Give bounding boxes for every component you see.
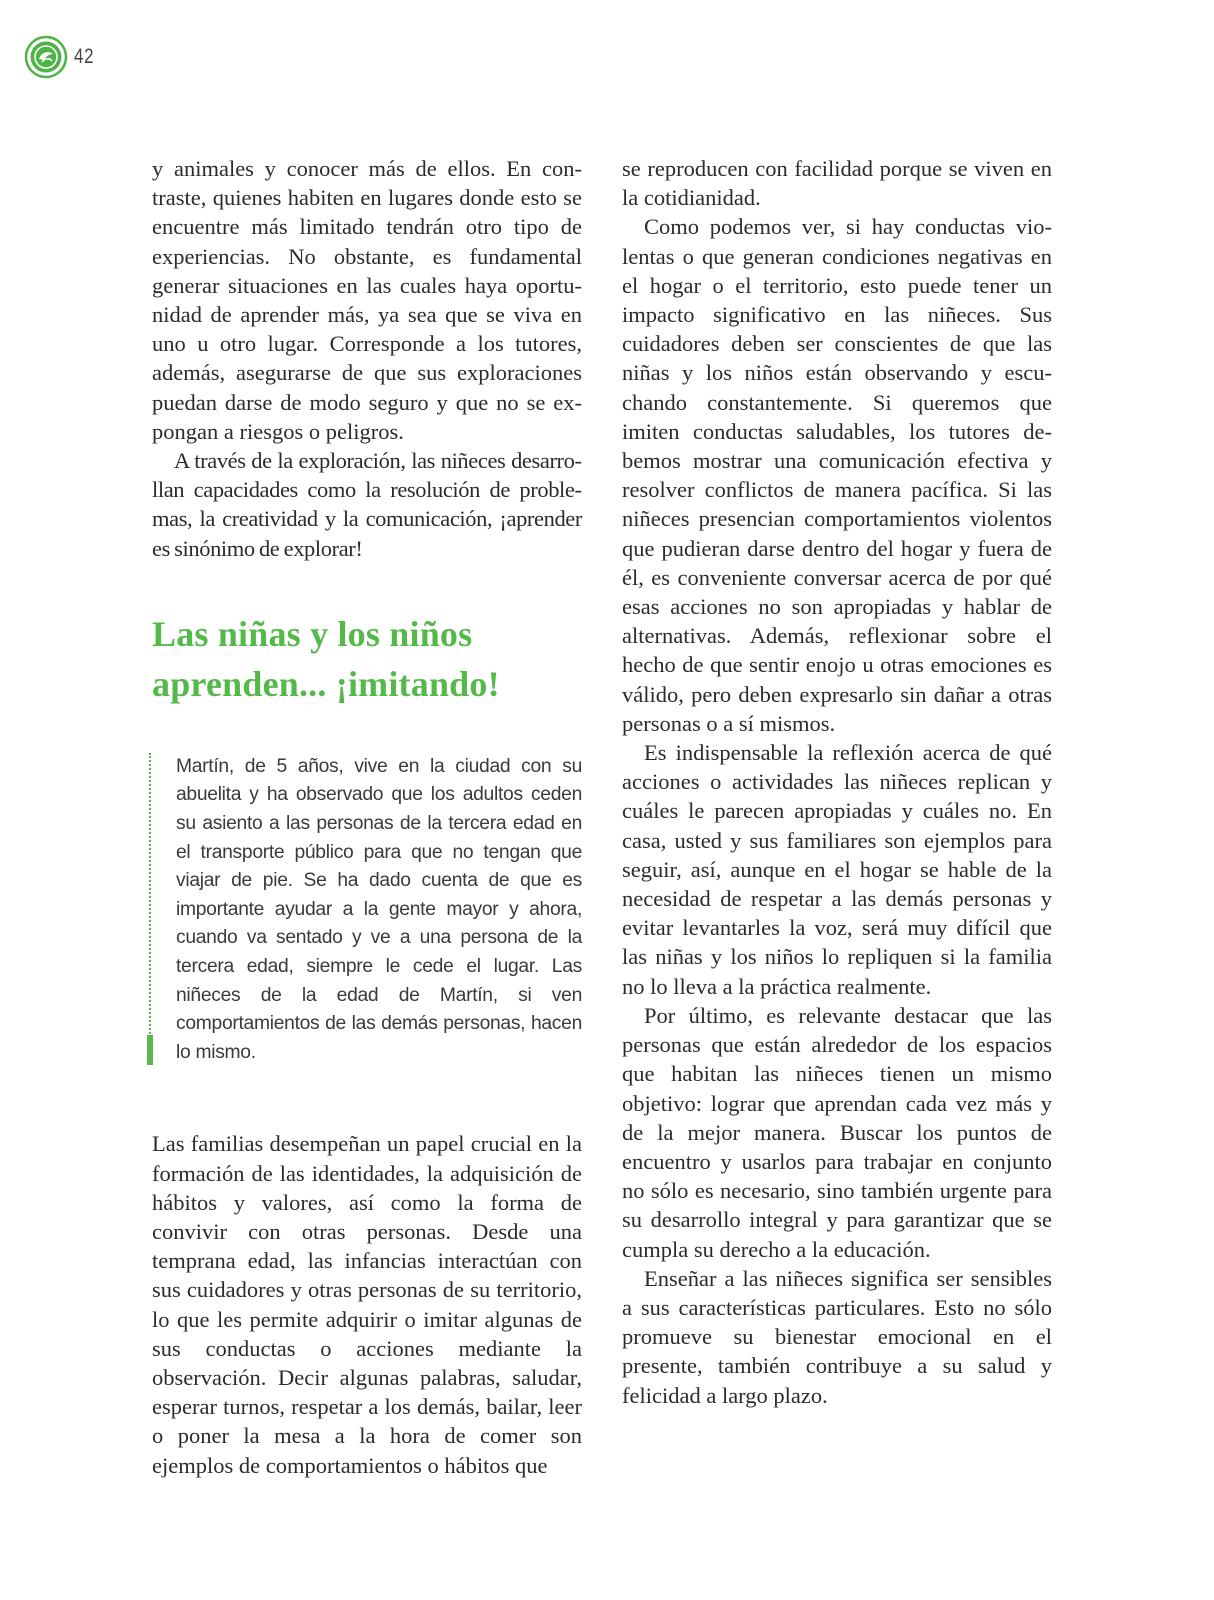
example-callout	[152, 749, 582, 1068]
callout-text: Martín, de 5 años, vive en la ciudad con su abuelita y ha observado que los adultos ceden su asiento a las personas de la tercera edad en el transporte público para que no tengan que viajar de pie. Se ha dado cuenta de que es importante ayudar a la gente mayor y ahora, cuando va sentado y ve a una persona de la tercera edad, siempre le cede el lugar. Las niñeces de la edad de Martín, si ven comportamientos de las demás personas, hacen lo mismo.	[176, 755, 582, 1063]
teaching-paragraph: Enseñar a las niñeces significa ser sensibles a sus características particulares. Esto no sólo promueve su bienestar emocional en el presente, también contribuye a su salud y felicidad a largo plazo.	[622, 1265, 1052, 1408]
families-paragraph: Las familias desempeñan un papel crucial en la formación de las identidades, la adquisición de hábitos y valores, así como la forma de convivir con otras personas. Desde una temprana edad, las infancias interactúan con sus cuidadores y otras personas de su territorio, lo que les permite adquirir o imitar algunas de sus conductas o acciones mediante la observación. Decir algunas palabras, saludar, esperar turnos, respetar a los demás, bailar, leer o poner la mesa a la hora de comer son ejemplos de comportamientos o hábitos que	[152, 1131, 582, 1478]
circular-green-emblem-icon	[24, 35, 68, 79]
left-column	[152, 154, 582, 1480]
section-heading: Las niñas y los niños aprenden... ¡imitando!	[152, 613, 500, 704]
reflection-paragraph: Es indispensable la reflexión acerca de qué acciones o actividades las niñeces replican y cuáles le parecen apropiadas y cuáles no. En casa, usted y sus familiares son ejemplos para seguir, así, aunque en el hogar se hable de la necesidad de respetar a las demás personas y evitar levantarles la voz, será muy difícil que las niñas y los niños lo repliquen si la familia no lo lleva a la práctica realmente.	[622, 740, 1052, 999]
page-header	[24, 34, 99, 80]
shared-objective-paragraph: Por último, es relevante destacar que las personas que están alrededor de los espacios que habitan las niñeces tienen un mismo objetivo: lograr que aprendan cada vez más y de la mejor manera. Buscar los puntos de encuentro y usarlos para trabajar en conjunto no sólo es necesario, sino también urgente para su desarrollo integral y para garantizar que se cumpla su derecho a la educación.	[622, 1002, 1052, 1262]
violent-conduct-paragraph: Como podemos ver, si hay conductas violentas o que generan condiciones negativas en el hogar o el territorio, esto puede tener un impacto significativo en las niñeces. Sus cuidadores deben ser conscientes de que las niñas y los niños están observando y escuchando constantemente. Si queremos que imiten conductas saludables, los tutores debemos mostrar una comunicación efectiva y resolver conflictos de manera pacífica. Si las niñeces presencian comportamientos violentos que pudieran darse dentro del hogar y fuera de él, es conveniente conversar acerca de por qué esas acciones no son apropiadas y hablar de alternativas. Además, reflexionar sobre el hecho de que sentir enojo u otras emociones es válido, pero deben expresarlo sin dañar a otras personas o a sí mismos.	[622, 214, 1052, 736]
right-column	[622, 154, 1052, 1410]
callout-accent-bar	[147, 1035, 153, 1065]
callout-dotted-rule	[149, 753, 151, 1066]
exploration-paragraph: A través de la exploración, las niñeces desarrollan capacidades como la resolución de problemas, la creatividad y la comunicación, ¡aprender es sinónimo de explorar!	[152, 448, 582, 561]
page-number: 42	[74, 45, 95, 68]
continuation-paragraph: se reproducen con facilidad porque se viven en la cotidianidad.	[622, 156, 1052, 211]
intro-paragraph: y animales y conocer más de ellos. En contraste, quienes habiten en lugares donde esto se encuentre más limitado tendrán otro tipo de experiencias. No obstante, es fundamental generar situaciones en las cuales haya oportunidad de aprender más, ya sea que se viva en uno u otro lugar. Corresponde a los tutores, además, asegurarse de que sus exploraciones puedan darse de modo seguro y que no se expongan a riesgos o peligros.	[152, 156, 582, 444]
